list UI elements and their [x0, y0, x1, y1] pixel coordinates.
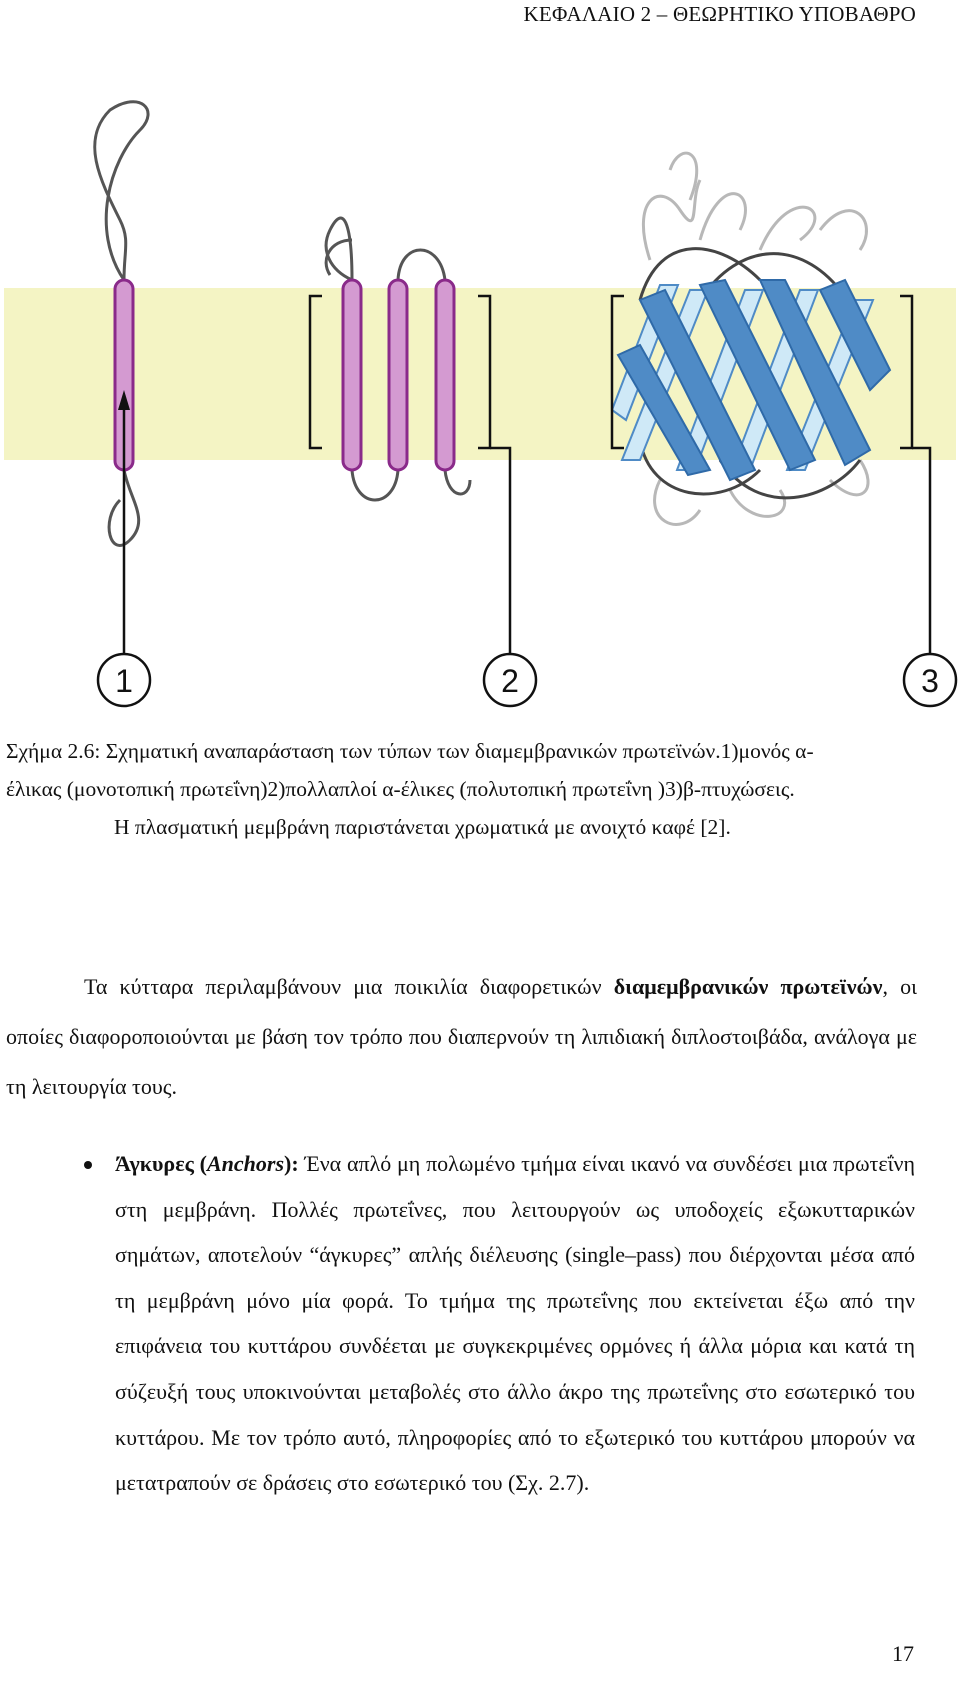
membrane-protein-figure: [0, 80, 960, 740]
page-number: 17: [892, 1641, 914, 1666]
beta-barrel-protein: [612, 153, 890, 524]
pointer-line-2: [490, 448, 510, 655]
pointer-line-3: [912, 448, 930, 655]
body-paragraph: [6, 962, 917, 1112]
label-1: 1: [115, 663, 133, 699]
bullet-item-anchors: [115, 1141, 915, 1506]
bullet-dot: [84, 1161, 92, 1169]
helix-2c: [436, 280, 454, 470]
paragraph-text-2: , οι οποίες διαφοροποιούνται με βάση τον τρόπο που διαπερνούν τη λιπιδιακή διπλοστοιβάδα, ανάλογα με τη λειτουργία τους.: [6, 974, 917, 1099]
label-2: 2: [501, 663, 519, 699]
helix-2b: [389, 280, 407, 470]
multi-helix-protein: [326, 218, 470, 500]
caption-line-1: Σχήμα 2.6: Σχηματική αναπαράσταση των τύπων των διαμεμβρανικών πρωτεϊνών.1)μονός α-: [6, 739, 814, 763]
caption-line-2: έλικας (μονοτοπική πρωτεΐνη)2)πολλαπλοί α-έλικες (πολυτοπική πρωτεΐνη )3)β-πτυχώσεις.: [6, 777, 795, 801]
paragraph-text-1: Τα κύτταρα περιλαμβάνουν μια ποικιλία διαφορετικών: [84, 974, 614, 999]
figure-caption: [6, 732, 918, 846]
running-header: ΚΕΦΑΛΑΙΟ 2 – ΘΕΩΡΗΤΙΚΟ ΥΠΟΒΑΘΡΟ: [523, 2, 916, 26]
bullet-term-end: ):: [284, 1151, 299, 1176]
helix-2a: [343, 280, 361, 470]
bullet-term: Άγκυρες (: [115, 1151, 207, 1176]
label-3: 3: [921, 663, 939, 699]
bullet-term-english: Anchors: [206, 1151, 285, 1176]
paragraph-bold-term: διαμεμβρανικών πρωτεϊνών: [613, 974, 883, 999]
loop-top-1: [95, 102, 148, 280]
bullet-text: Ένα απλό μη πολωμένο τμήμα είναι ικανό να συνδέσει μια πρωτεΐνη στη μεμβράνη. Πολλές πρωτεΐνες, που λειτουργούν ως υποδοχείς εξωκυτταρικών σημάτων, αποτελούν “άγκυρες” απλής διέλευσης (single–pass) που διέρχονται μέσα από τη μεμβράνη μόνο μία φορά. Το τμήμα της πρωτεΐνης που εκτείνεται έξω από την επιφάνεια του κυττάρου συνδέεται με συγκεκριμένες ορμόνες ή άλλα μόρια και κατά τη σύζευξή τους υποκινούνται μεταβολές στο άλλο άκρο της πρωτεΐνης στο εσωτερικό του κυττάρου. Με τον τρόπο αυτό, πληροφορίες από το εξωτερικό του κυττάρου μπορούν να μετατραπούν σε δράσεις στο εσωτερικό του (Σχ. 2.7).: [115, 1151, 916, 1496]
caption-line-3: Η πλασματική μεμβράνη παριστάνεται χρωματικά με ανοιχτό καφέ [2].: [114, 815, 731, 839]
